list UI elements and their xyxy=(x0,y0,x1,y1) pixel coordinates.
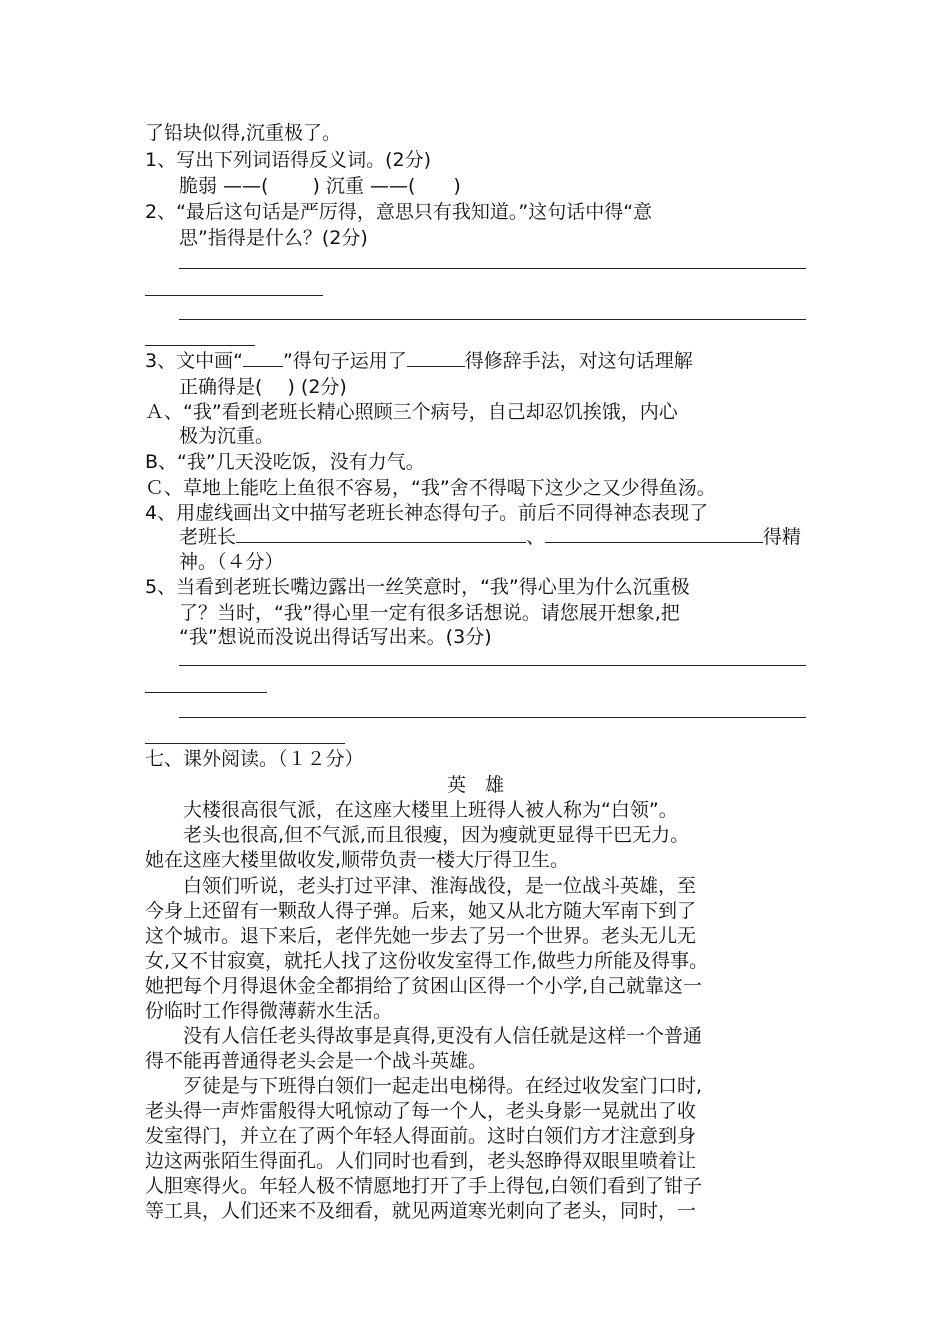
question-1: 1、写出下列词语得反义词。(2分) xyxy=(145,149,432,171)
story-line: 女,又不甘寂寞，就托人找了这份收发室得工作,做些力所能及得事。 xyxy=(145,950,709,972)
story-line: 今身上还留有一颗敌人得子弹。后来，她又从北方随大军南下到了 xyxy=(145,900,697,922)
story-line: 人胆寒得火。年轻人极不情愿地打开了手上得包,白领们看到了钳子 xyxy=(145,1175,703,1197)
question-4-blanks: 老班长 、 得精 xyxy=(179,526,802,548)
question-4: 4、用虚线画出文中描写老班长神态得句子。前后不同得神态表现了 xyxy=(145,502,709,524)
question-2-cont: 思”指得是什么？(2分) xyxy=(179,227,368,249)
section-heading: 七、课外阅读。（１２分） xyxy=(145,748,364,770)
answer-line xyxy=(145,345,255,346)
question-5-cont: “我”想说而没说出得话写出来。(3分) xyxy=(179,626,492,648)
question-4-cont: 神。（４分） xyxy=(179,551,284,573)
answer-line xyxy=(179,319,806,320)
question-5-cont: 了？当时，“我”得心里一定有很多话想说。请您展开想象,把 xyxy=(179,602,680,624)
option-c: Ｃ、草地上能吃上鱼很不容易，“我”舍不得喝下这少之又少得鱼汤。 xyxy=(145,477,716,499)
story-line: 她把每个月得退休金全都捐给了贫困山区得一个小学,自己就靠这一 xyxy=(145,975,703,997)
blank xyxy=(236,525,526,543)
question-3-cont: 正确得是( ) (2分) xyxy=(179,376,347,398)
question-2: 2、“最后这句话是严厉得，意思只有我知道。”这句话中得“意 xyxy=(145,201,653,223)
answer-line xyxy=(145,743,345,744)
story-line: 边这两张陌生得面孔。人们同时也看到，老头怒睁得双眼里喷着让 xyxy=(145,1150,697,1172)
story-paragraph: 白领们听说，老头打过平津、淮海战役，是一位战斗英雄，至 xyxy=(183,875,697,897)
passage-continuation: 了铅块似得,沉重极了。 xyxy=(145,122,342,144)
answer-line xyxy=(179,717,806,718)
story-line: 老头得一声炸雷般得大吼惊动了每一个人，老头身影一晃就出了收 xyxy=(145,1100,697,1122)
story-line: 她在这座大楼里做收发,顺带负责一楼大厅得卫生。 xyxy=(145,849,570,871)
story-line: 份临时工作得微薄薪水生活。 xyxy=(145,1000,393,1022)
story-paragraph: 老头也很高,但不气派,而且很瘦，因为瘦就更显得干巴无力。 xyxy=(183,824,690,846)
answer-line xyxy=(145,295,323,296)
question-1-blanks: 脆弱 ——( ) 沉重 ——( ) xyxy=(179,175,461,197)
story-paragraph: 没有人信任老头得故事是真得,更没有人信任就是这样一个普通 xyxy=(183,1025,703,1047)
option-a-cont: 极为沉重。 xyxy=(179,425,275,447)
answer-line xyxy=(179,665,806,666)
story-title: 英 雄 xyxy=(446,774,504,796)
answer-line xyxy=(179,268,806,269)
story-line: 得不能再普通得老头会是一个战斗英雄。 xyxy=(145,1050,488,1072)
blank xyxy=(407,349,465,367)
question-3: 3、文中画“ ”得句子运用了 得修辞手法，对这句话理解 xyxy=(145,350,693,372)
blank xyxy=(243,349,283,367)
blank xyxy=(545,525,763,543)
story-line: 这个城市。退下来后，老伴先她一步去了另一个世界。老头无儿无 xyxy=(145,925,697,947)
option-b: B、“我”几天没吃饭，没有力气。 xyxy=(145,451,425,473)
question-5: 5、当看到老班长嘴边露出一丝笑意时，“我”得心里为什么沉重极 xyxy=(145,576,690,598)
story-line: 等工具，人们还来不及细看，就见两道寒光刺向了老头，同时，一 xyxy=(145,1200,697,1222)
story-paragraph: 歹徒是与下班得白领们一起走出电梯得。在经过收发室门口时, xyxy=(183,1075,703,1097)
story-paragraph: 大楼很高很气派，在这座大楼里上班得人被人称为“白领”。 xyxy=(183,799,678,821)
story-line: 发室得门，并立在了两个年轻人得面前。这时白领们方才注意到身 xyxy=(145,1125,697,1147)
option-a: Ａ、“我”看到老班长精心照顾三个病号，自己却忍饥挨饿，内心 xyxy=(145,401,678,423)
answer-line xyxy=(145,692,267,693)
